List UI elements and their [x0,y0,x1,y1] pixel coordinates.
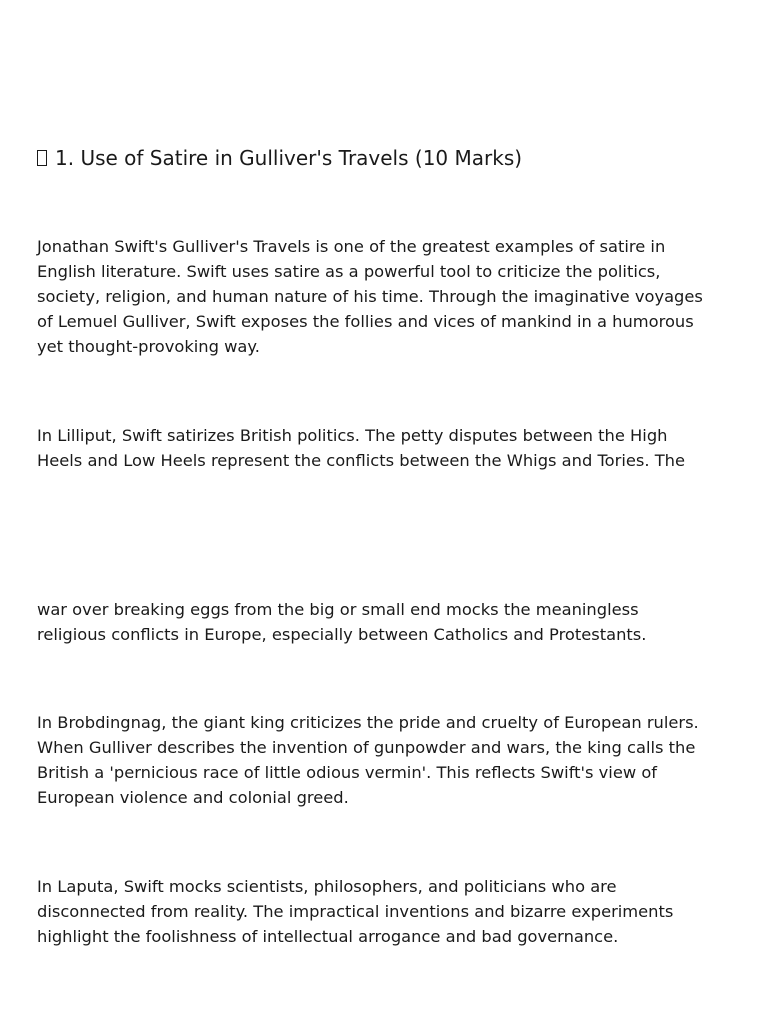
text-line: In Lilliput, Swift satirizes British politics. The petty disputes between the High [37,426,668,445]
text-line: of Lemuel Gulliver, Swift exposes the follies and vices of mankind in a humorous [37,312,694,331]
text-line: society, religion, and human nature of his time. Through the imaginative voyages [37,287,703,306]
text-line: European violence and colonial greed. [37,788,349,807]
text-line: disconnected from reality. The impractical inventions and bizarre experiments [37,902,674,921]
text-line: In Laputa, Swift mocks scientists, philosophers, and politicians who are [37,877,617,896]
missing-glyph-icon [37,150,47,166]
text-line: highlight the foolishness of intellectual arrogance and bad governance. [37,927,619,946]
text-line: religious conflicts in Europe, especially between Catholics and Protestants. [37,625,647,644]
paragraph-brobdingnag [37,710,737,810]
paragraph-intro [37,234,737,359]
text-line: yet thought-provoking way. [37,337,260,356]
paragraph-laputa [37,874,737,949]
section-heading [37,144,737,172]
text-line: When Gulliver describes the invention of gunpowder and wars, the king calls the [37,738,696,757]
paragraph-lilliput [37,423,737,473]
text-line: Jonathan Swift's Gulliver's Travels is one of the greatest examples of satire in [37,237,666,256]
text-line: British a 'pernicious race of little odious vermin'. This reflects Swift's view of [37,763,658,782]
text-line: English literature. Swift uses satire as a powerful tool to criticize the politics, [37,262,661,281]
heading-text: 1. Use of Satire in Gulliver's Travels (10 Marks) [55,146,523,170]
text-line: Heels and Low Heels represent the conflicts between the Whigs and Tories. The [37,451,685,470]
text-line: war over breaking eggs from the big or small end mocks the meaningless [37,600,639,619]
paragraph-lilliput-continued [37,597,737,647]
text-line: In Brobdingnag, the giant king criticizes the pride and cruelty of European rulers. [37,713,699,732]
